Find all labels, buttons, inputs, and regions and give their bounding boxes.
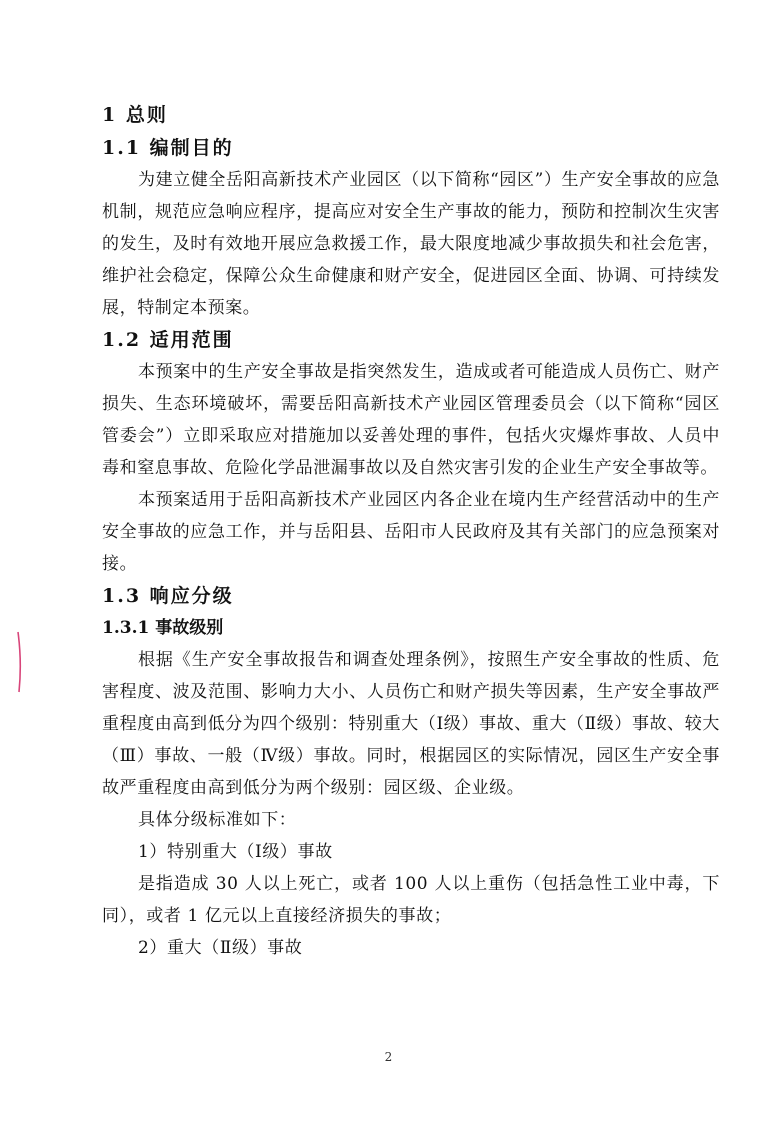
section-1-3-heading: 1.3 响应分级 xyxy=(102,585,234,607)
level-1-heading: 1）特别重大（Ⅰ级）事故 xyxy=(138,842,333,862)
section-1-1-paragraph: 为建立健全岳阳高新技术产业园区（以下简称“园区”）生产安全事故的应急机制，规范应急响应程序，提高应对安全生产事故的能力，预防和控制次生灾害的发生，及时有效地开展应急救援工作，最大限度地减少事故损失和社会危害，维护社会稳定，保障公众生命健康和财产安全，促进园区全面、协调、可持续发展，特制定本预案。 xyxy=(102,170,720,318)
level-1-description: 是指造成 30 人以上死亡，或者 100 人以上重伤（包括急性工业中毒，下同），或者 1 亿元以上直接经济损失的事故； xyxy=(102,874,720,926)
section-1-3-1-paragraph-1: 根据《生产安全事故报告和调查处理条例》，按照生产安全事故的性质、危害程度、波及范围、影响力大小、人员伤亡和财产损失等因素，生产安全事故严重程度由高到低分为四个级别：特别重大（Ⅰ级）事故、重大（Ⅱ级）事故、较大（Ⅲ）事故、一般（Ⅳ级）事故。同时，根据园区的实际情况，园区生产安全事故严重程度由高到低分为两个级别：园区级、企业级。 xyxy=(102,650,720,798)
classification-intro: 具体分级标准如下： xyxy=(138,810,297,830)
page-number: 2 xyxy=(384,1050,393,1064)
level-2-heading: 2）重大（Ⅱ级）事故 xyxy=(138,938,303,958)
document-body xyxy=(102,100,720,964)
section-1-heading: 1 总则 xyxy=(102,104,168,126)
section-1-3-1-heading: 1.3.1 事故级别 xyxy=(102,618,224,638)
section-1-2-heading: 1.2 适用范围 xyxy=(102,329,234,351)
margin-pen-mark xyxy=(0,0,40,1122)
section-1-2-paragraph-2: 本预案适用于岳阳高新技术产业园区内各企业在境内生产经营活动中的生产安全事故的应急工作，并与岳阳县、岳阳市人民政府及其有关部门的应急预案对接。 xyxy=(102,490,720,574)
section-1-2-paragraph-1: 本预案中的生产安全事故是指突然发生，造成或者可能造成人员伤亡、财产损失、生态环境破坏，需要岳阳高新技术产业园区管理委员会（以下简称“园区管委会”）立即采取应对措施加以妥善处理的事件，包括火灾爆炸事故、人员中毒和窒息事故、危险化学品泄漏事故以及自然灾害引发的企业生产安全事故等。 xyxy=(102,362,720,478)
section-1-1-heading: 1.1 编制目的 xyxy=(102,137,234,159)
